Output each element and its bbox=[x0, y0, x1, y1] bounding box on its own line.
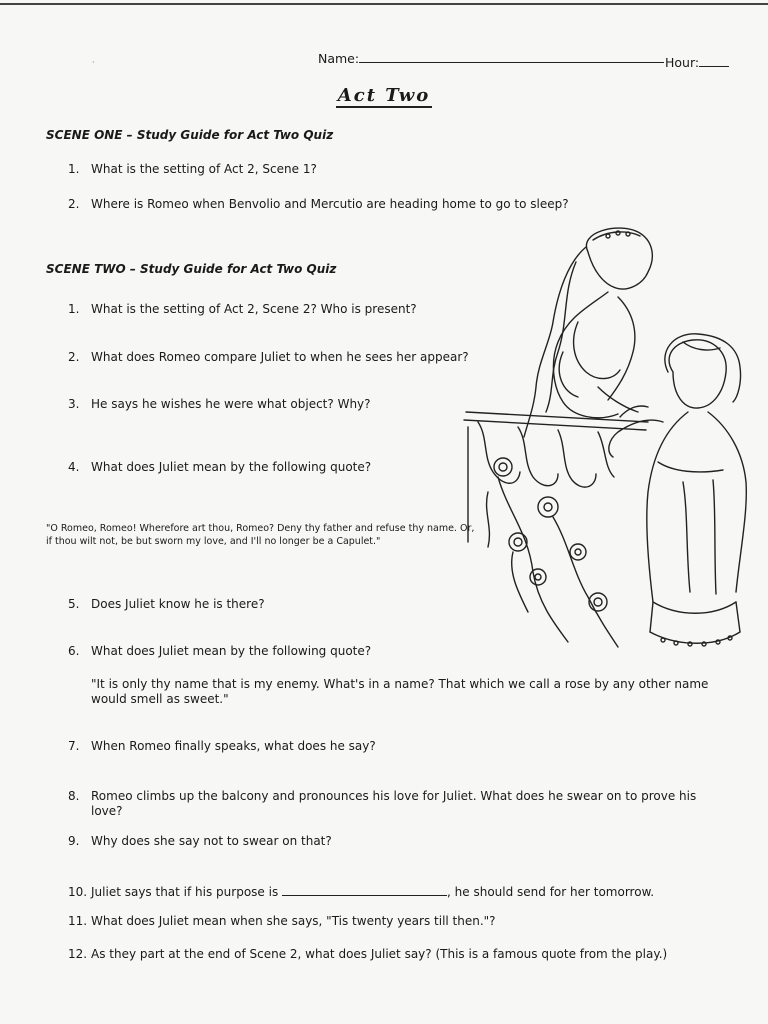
juliet-quote-6: "It is only thy name that is my enemy. What's in a name? That which we call a rose by any other name would smell as sweet." bbox=[91, 677, 709, 706]
scene-two-question: 1. What is the setting of Act 2, Scene 2? Who is present? bbox=[68, 302, 417, 316]
scene-two-question: 9. Why does she say not to swear on that? bbox=[68, 834, 332, 848]
scene-two-question: 10. Juliet says that if his purpose is , he should send for her tomorrow. bbox=[68, 885, 655, 899]
scene-two-heading: SCENE TWO – Study Guide for Act Two Quiz bbox=[46, 262, 337, 276]
scene-one-heading: SCENE ONE – Study Guide for Act Two Quiz bbox=[46, 128, 334, 142]
hour-label: Hour: bbox=[665, 55, 700, 70]
scene-two-question: 2. What does Romeo compare Juliet to when he sees her appear? bbox=[68, 350, 469, 364]
hour-blank[interactable] bbox=[699, 54, 729, 67]
scene-two-question: 12. As they part at the end of Scene 2, what does Juliet say? (This is a famous quote from the play.) bbox=[68, 947, 668, 961]
scene-one-question: 1. What is the setting of Act 2, Scene 1? bbox=[68, 162, 317, 176]
scan-speck: · bbox=[92, 58, 95, 67]
scene-two-question: 4. What does Juliet mean by the following quote? bbox=[68, 460, 372, 474]
name-label: Name: bbox=[318, 51, 360, 66]
purpose-blank[interactable] bbox=[282, 883, 447, 896]
balcony-scene-illustration bbox=[458, 222, 768, 670]
scene-two-question: 5. Does Juliet know he is there? bbox=[68, 597, 265, 611]
page-title: Act Two bbox=[337, 85, 431, 106]
scene-two-question: 11. What does Juliet mean when she says, "Tis twenty years till then."? bbox=[68, 914, 496, 928]
scene-two-question: 8. Romeo climbs up the balcony and pronounces his love for Juliet. What does he swear on to prove his love? bbox=[68, 789, 697, 818]
juliet-quote-4: "O Romeo, Romeo! Wherefore art thou, Romeo? Deny thy father and refuse thy name. Or, if thou wilt not, be but sworn my love, and I'll no longer be a Capulet." bbox=[46, 523, 475, 547]
name-line bbox=[318, 50, 664, 66]
scene-two-question: 6. What does Juliet mean by the following quote? bbox=[68, 644, 372, 658]
top-rule bbox=[0, 3, 768, 5]
scene-two-question: 7. When Romeo finally speaks, what does he say? bbox=[68, 739, 376, 753]
name-blank[interactable] bbox=[359, 50, 664, 63]
hour-line bbox=[665, 54, 729, 70]
scene-two-question: 3. He says he wishes he were what object? Why? bbox=[68, 397, 371, 411]
scene-one-question: 2. Where is Romeo when Benvolio and Mercutio are heading home to go to sleep? bbox=[68, 197, 569, 211]
